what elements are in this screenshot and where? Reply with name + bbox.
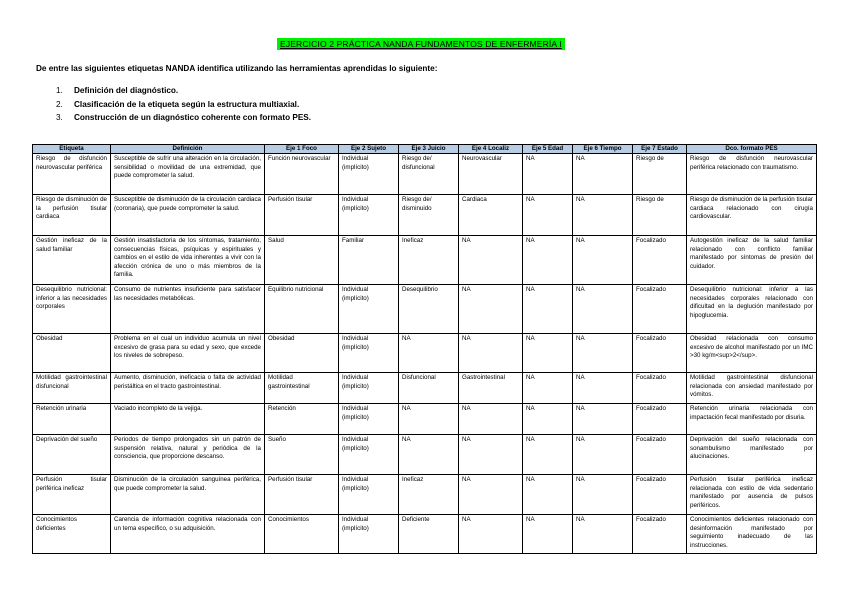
nanda-table [32,144,817,554]
cell-etiqueta: Motilidad gastrointestinal disfuncional [33,373,111,404]
cell-eje1: Sueño [265,435,339,475]
cell-pes: Motilidad gastrointestinal disfuncional relacionada con ansiedad manifestado por vómitos. [687,373,817,404]
cell-eje4: Gastrointestinal [459,373,523,404]
cell-etiqueta: Riesgo de disfunción neurovascular periférica [33,154,111,195]
cell-eje3: Deficiente [399,515,459,554]
cell-eje2: Individual (implícito) [339,285,399,334]
cell-eje4: NA [459,334,523,373]
header-eje6: Eje 6 Tiempo [573,145,633,154]
cell-eje6: NA [573,435,633,475]
cell-eje3: NA [399,334,459,373]
cell-eje4: NA [459,236,523,285]
task-text: Clasificación de la etiqueta según la estructura multiaxial. [74,99,300,109]
cell-etiqueta: Deprivación del sueño [33,435,111,475]
cell-eje1: Equilibrio nutricional [265,285,339,334]
cell-eje6: NA [573,334,633,373]
cell-definicion: Consumo de nutrientes insuficiente para satisfacer las necesidades metabólicas. [111,285,265,334]
table-row [33,334,817,373]
task-text: Construcción de un diagnóstico coherente con formato PES. [74,113,312,122]
cell-eje7: Focalizado [633,475,687,515]
cell-definicion: Carencia de información cognitiva relacionada con un tema específico, o su adquisición. [111,515,265,554]
header-definicion: Definición [111,145,265,154]
header-eje1: Eje 1 Foco [265,145,339,154]
header-eje3: Eje 3 Juicio [399,145,459,154]
cell-eje3: Riesgo de/ disminuido [399,195,459,236]
header-pes: Dco. formato PES [687,145,817,154]
header-eje7: Eje 7 Estado [633,145,687,154]
cell-eje6: NA [573,195,633,236]
table-row [33,515,817,554]
cell-pes: Riesgo de disfunción neurovascular periférica relacionado con traumatismo. [687,154,817,195]
table-row [33,154,817,195]
cell-etiqueta: Retención urinaria [33,404,111,435]
cell-pes: Perfusión tisular periférica ineficaz relacionada con estilo de vida sedentario manifestado por ausencia de pulsos periféricos. [687,475,817,515]
cell-eje4: Neurovascular [459,154,523,195]
task-number: 1. [56,86,63,95]
cell-eje2: Individual (implícito) [339,435,399,475]
cell-definicion: Disminución de la circulación sanguínea periférica, que puede comprometer la salud. [111,475,265,515]
cell-eje3: Desequilibrio [399,285,459,334]
cell-eje4: NA [459,404,523,435]
cell-pes: Obesidad relacionada con consumo excesivo de alcohol manifestado por un IMC >30 kg/m<sup>2</sup>. [687,334,817,373]
cell-eje5: NA [523,515,573,554]
table-row [33,285,817,334]
header-eje5: Eje 5 Edad [523,145,573,154]
table-row [33,236,817,285]
cell-eje3: Disfuncional [399,373,459,404]
cell-pes: Autogestión ineficaz de la salud familiar relacionado con conflicto familiar manifestado por síntomas de presión del cuidador. [687,236,817,285]
cell-definicion: Periodos de tiempo prolongados sin un patrón de suspensión relativa, natural y periódica de la consciencia, que proporcione descanso. [111,435,265,475]
cell-eje6: NA [573,236,633,285]
cell-eje5: NA [523,435,573,475]
cell-eje2: Individual (implícito) [339,515,399,554]
cell-eje1: Obesidad [265,334,339,373]
cell-eje6: NA [573,373,633,404]
cell-eje2: Individual (implícito) [339,195,399,236]
cell-eje6: NA [573,515,633,554]
cell-eje5: NA [523,334,573,373]
cell-eje2: Individual (implícito) [339,154,399,195]
table-row [33,373,817,404]
cell-eje2: Individual (implícito) [339,373,399,404]
cell-eje2: Familiar [339,236,399,285]
task-item [56,100,311,114]
cell-eje6: NA [573,404,633,435]
task-number: 2. [56,99,63,109]
task-list [56,86,311,127]
cell-eje5: NA [523,373,573,404]
cell-eje1: Perfusión tisular [265,475,339,515]
cell-pes: Desequilibrio nutricional: inferior a las necesidades corporales relacionado con dificultad en la deglución manifestado por hipoglucemia. [687,285,817,334]
task-number: 3. [56,113,63,122]
table-header-row [33,145,817,154]
cell-definicion: Susceptible de disminución de la circulación cardiaca (coronaria), que puede comprometer la salud. [111,195,265,236]
cell-eje2: Individual (implícito) [339,334,399,373]
cell-pes: Retención urinaria relacionada con impactación fecal manifestado por disuria. [687,404,817,435]
cell-eje4: NA [459,475,523,515]
header-etiqueta: Etiqueta [33,145,111,154]
cell-definicion: Gestión insatisfactoria de los síntomas, tratamiento, consecuencias físicas, psíquicas y espirituales y cambios en el estilo de vida inherentes a vivir con la afección crónica de uno o más miembros de la familia. [111,236,265,285]
cell-eje7: Focalizado [633,334,687,373]
cell-eje3: Ineficaz [399,475,459,515]
cell-eje4: NA [459,515,523,554]
cell-eje7: Focalizado [633,435,687,475]
cell-eje5: NA [523,236,573,285]
cell-eje6: NA [573,154,633,195]
table-row [33,475,817,515]
cell-pes: Deprivación del sueño relacionada con sonambulismo manifestado por alucinaciones. [687,435,817,475]
cell-eje4: NA [459,285,523,334]
table-row [33,404,817,435]
cell-definicion: Problema en el cual un individuo acumula un nivel excesivo de grasa para su edad y sexo, que excede los niveles de sobrepeso. [111,334,265,373]
cell-etiqueta: Obesidad [33,334,111,373]
cell-etiqueta: Desequilibrio nutricional: inferior a las necesidades corporales [33,285,111,334]
cell-eje2: Individual (implícito) [339,475,399,515]
cell-eje3: NA [399,435,459,475]
cell-eje1: Perfusión tisular [265,195,339,236]
cell-etiqueta: Perfusión tisular periférica ineficaz [33,475,111,515]
cell-eje5: NA [523,195,573,236]
cell-eje1: Retención [265,404,339,435]
cell-eje5: NA [523,475,573,515]
cell-eje7: Focalizado [633,515,687,554]
cell-eje3: Ineficaz [399,236,459,285]
cell-eje5: NA [523,285,573,334]
cell-eje5: NA [523,404,573,435]
cell-eje1: Función neurovascular [265,154,339,195]
cell-eje7: Riesgo de [633,154,687,195]
cell-eje1: Salud [265,236,339,285]
cell-eje7: Focalizado [633,285,687,334]
cell-etiqueta: Riesgo de disminución de la perfusión tisular cardiaca [33,195,111,236]
cell-pes: Riesgo de disminución de la perfusión tisular cardiaca relacionado con cirugía cardiovascular. [687,195,817,236]
cell-eje7: Riesgo de [633,195,687,236]
cell-eje3: NA [399,404,459,435]
cell-definicion: Vaciado incompleto de la vejiga. [111,404,265,435]
task-item [56,86,311,100]
cell-eje7: Focalizado [633,373,687,404]
document-title: EJERCICIO 2 PRÁCTICA NANDA FUNDAMENTOS DE ENFERMERÍA I [277,38,565,50]
cell-eje4: Cardiaca [459,195,523,236]
cell-eje2: Individual (implícito) [339,404,399,435]
cell-eje1: Conocimientos [265,515,339,554]
header-eje4: Eje 4 Localiz [459,145,523,154]
table-row [33,195,817,236]
table-row [33,435,817,475]
cell-etiqueta: Conocimientos deficientes [33,515,111,554]
cell-eje1: Motilidad gastrointestinal [265,373,339,404]
cell-definicion: Aumento, disminución, ineficacia o falta de actividad peristáltica en el tracto gastrointestinal. [111,373,265,404]
cell-eje6: NA [573,475,633,515]
cell-eje4: NA [459,435,523,475]
cell-eje7: Focalizado [633,236,687,285]
instructions-text: De entre las siguientes etiquetas NANDA identifica utilizando las herramientas aprendidas lo siguiente: [36,64,438,73]
cell-definicion: Susceptible de sufrir una alteración en la circulación, sensibilidad o movilidad de una extremidad, que puede comprometer la salud. [111,154,265,195]
cell-etiqueta: Gestión ineficaz de la salud familiar [33,236,111,285]
cell-eje5: NA [523,154,573,195]
cell-eje7: Focalizado [633,404,687,435]
task-item [56,113,311,127]
cell-eje6: NA [573,285,633,334]
header-eje2: Eje 2 Sujeto [339,145,399,154]
task-text: Definición del diagnóstico. [74,86,179,95]
cell-eje3: Riesgo de/ disfuncional [399,154,459,195]
cell-pes: Conocimientos deficientes relacionado con desinformación manifestado por seguimiento inadecuado de las instrucciones. [687,515,817,554]
